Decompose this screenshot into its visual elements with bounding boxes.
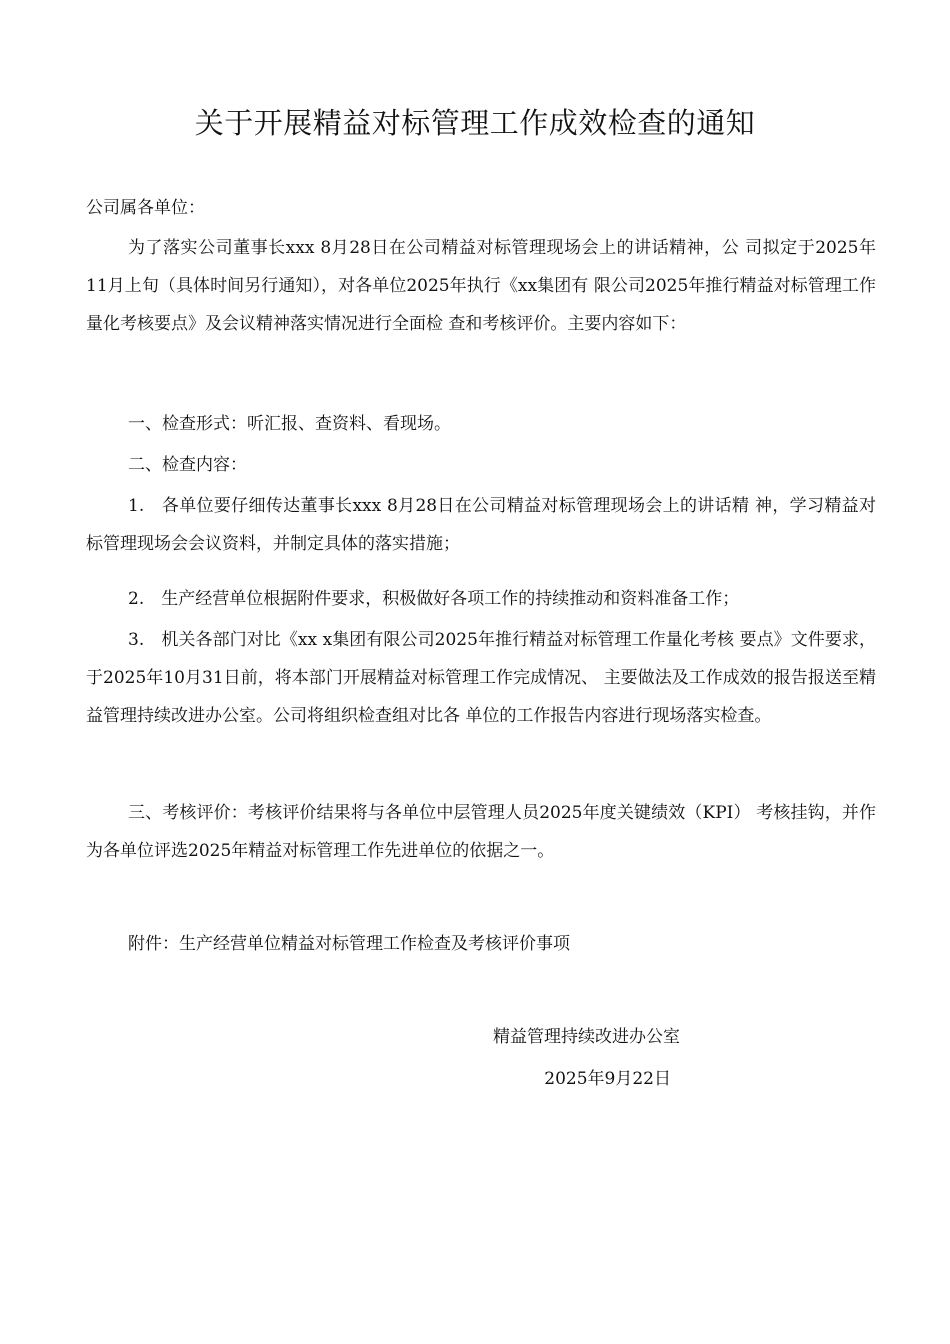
content-item-2: 2. 生产经营单位根据附件要求，积极做好各项工作的持续推动和资料准备工作； [128,589,740,609]
content-item-1: 1. 各单位要仔细传达董事长xxx 8月28日在公司精益对标管理现场会上的讲话精 神，学习精益对标管理现场会会议资料，并制定具体的落实措施； [86,496,876,554]
attachment-note: 附件：生产经营单位精益对标管理工作检查及考核评价事项 [128,934,570,954]
intro-paragraph: 为了落实公司董事长xxx 8月28日在公司精益对标管理现场会上的讲话精神，公 司拟定于2025年11月上旬（具体时间另行通知），对各单位2025年执行《xx集团有 限公司2025年推行精益对标管理工作量化考核要点》及会议精神落实情况进行全面检 查和考核评价。主要内容如下： [86,238,876,334]
salutation: 公司属各单位： [86,198,205,218]
document-title: 关于开展精益对标管理工作成效检查的通知 [194,106,756,140]
content-item-3: 3. 机关各部门对比《xx x集团有限公司2025年推行精益对标管理工作量化考核 要点》文件要求，于2025年10月31日前，将本部门开展精益对标管理工作完成情况、 主要做法及工作成效的报告报送至精益管理持续改进办公室。公司将组织检查组对比各 单位的工作报告内容进行现场落实检查。 [86,630,876,726]
section-evaluation: 三、考核评价：考核评价结果将与各单位中层管理人员2025年度关键绩效（KPI） 考核挂钩，并作为各单位评选2025年精益对标管理工作先进单位的依据之一。 [86,803,876,861]
signature-date: 2025年9月22日 [544,1069,671,1089]
section-inspection-content: 二、检查内容： [128,455,247,475]
signature-organization: 精益管理持续改进办公室 [493,1027,680,1047]
section-inspection-form: 一、检查形式：听汇报、查资料、看现场。 [128,414,451,434]
